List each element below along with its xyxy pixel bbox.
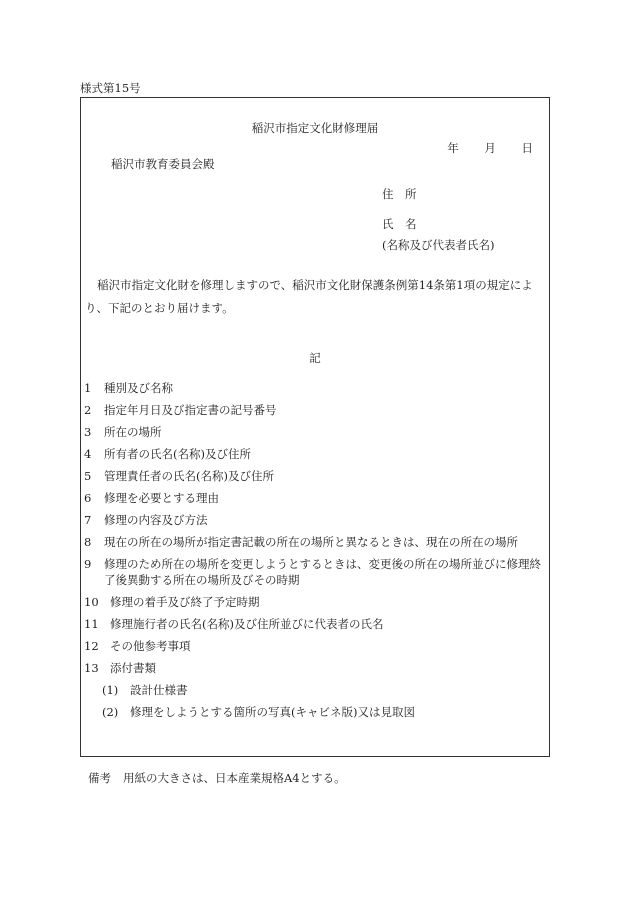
item-number: 6 <box>84 491 92 505</box>
sub-item-number: (1) <box>102 683 119 697</box>
date-month-label: 月 <box>484 141 496 155</box>
item-text: 修理を必要とする理由 <box>104 491 219 505</box>
item-number: 9 <box>84 557 92 571</box>
body-text: 稲沢市指定文化財を修理しますので、稲沢市文化財保護条例第14条第1項の規定により、下記のとおり届けます。 <box>85 278 533 315</box>
list-item <box>84 638 545 654</box>
list-item <box>84 402 545 418</box>
address-label: 住 所 <box>382 187 417 201</box>
item-text: 修理のため所在の場所を変更しようとするときは、変更後の所在の場所並びに修理終了後異動する所在の場所及びその時期 <box>104 557 541 587</box>
sub-list-item <box>84 682 545 698</box>
list-item <box>84 380 545 396</box>
item-number: 4 <box>84 447 92 461</box>
form-title: 稲沢市指定文化財修理届 <box>251 121 379 135</box>
date-day-label: 日 <box>521 141 533 155</box>
item-text: その他参考事項 <box>110 639 191 653</box>
item-text: 管理責任者の氏名(名称)及び住所 <box>104 469 274 483</box>
item-number: 11 <box>84 617 99 631</box>
sub-item-number: (2) <box>102 705 119 719</box>
item-number: 2 <box>84 403 92 417</box>
list-item <box>84 446 545 462</box>
item-text: 修理施行者の氏名(名称)及び住所並びに代表者の氏名 <box>110 617 384 631</box>
date-line <box>425 140 533 156</box>
remarks-label: 備考 <box>88 771 111 785</box>
remarks <box>88 770 346 786</box>
form-number: 様式第15号 <box>80 81 141 95</box>
item-number: 8 <box>84 535 92 549</box>
item-text: 種別及び名称 <box>104 381 173 395</box>
list-item <box>84 556 545 588</box>
name-note: (名称及び代表者氏名) <box>382 238 495 252</box>
list-item <box>84 490 545 506</box>
item-number: 13 <box>84 661 99 675</box>
item-number: 5 <box>84 469 92 483</box>
item-number: 10 <box>84 595 99 609</box>
item-text: 所在の場所 <box>104 425 162 439</box>
list-item <box>84 512 545 528</box>
list-item <box>84 424 545 440</box>
remarks-text: 用紙の大きさは、日本産業規格A4とする。 <box>123 771 346 785</box>
list-item <box>84 594 545 610</box>
item-text: 修理の着手及び終了予定時期 <box>110 595 260 609</box>
item-number: 7 <box>84 513 92 527</box>
item-number: 1 <box>84 381 92 395</box>
list-item <box>84 534 545 550</box>
name-label: 氏 名 <box>382 217 417 231</box>
date-year-label: 年 <box>447 141 459 155</box>
addressee: 稲沢市教育委員会殿 <box>111 157 215 171</box>
item-text: 添付書類 <box>110 661 156 675</box>
sub-item-text: 修理をしようとする箇所の写真(キャビネ版)又は見取図 <box>130 705 415 719</box>
item-list <box>84 380 545 726</box>
list-item <box>84 660 545 676</box>
sub-item-text: 設計仕様書 <box>130 683 188 697</box>
ki-heading: 記 <box>309 351 321 365</box>
item-number: 3 <box>84 425 92 439</box>
item-number: 12 <box>84 639 99 653</box>
item-text: 指定年月日及び指定書の記号番号 <box>104 403 277 417</box>
item-text: 所有者の氏名(名称)及び住所 <box>104 447 251 461</box>
sub-list-item <box>84 704 545 720</box>
item-text: 現在の所在の場所が指定書記載の所在の場所と異なるときは、現在の所在の場所 <box>104 535 518 549</box>
form-frame <box>80 97 550 757</box>
item-text: 修理の内容及び方法 <box>104 513 208 527</box>
list-item <box>84 468 545 484</box>
list-item <box>84 616 545 632</box>
